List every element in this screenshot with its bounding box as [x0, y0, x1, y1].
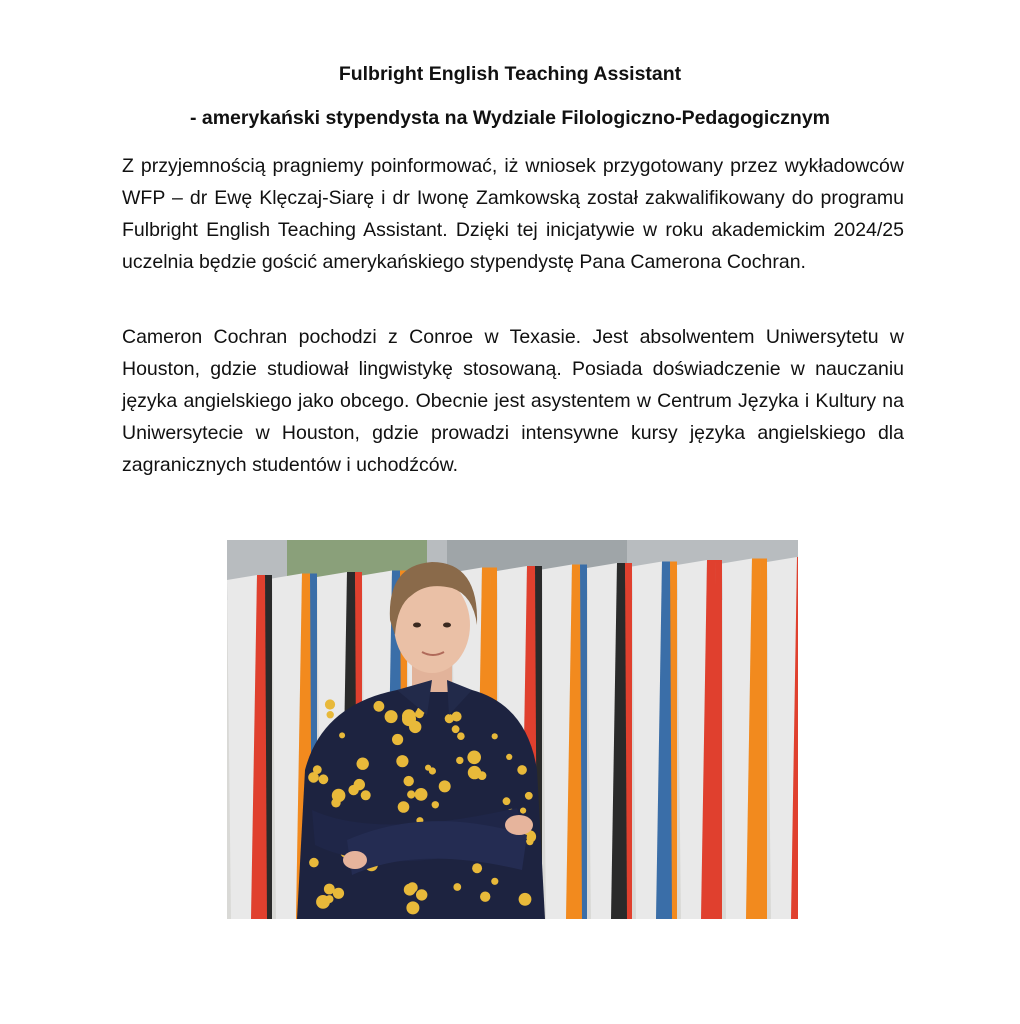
portrait-photo	[227, 540, 798, 919]
paragraph-biography: Cameron Cochran pochodzi z Conroe w Texasie. Jest absolwentem Uniwersytetu w Houston, gdzie studiował lingwistykę stosowaną. Posiada doświadczenie w nauczaniu języka angielskiego jako obcego. Obecnie jest asystentem w Centrum Języka i Kultury na Uniwersytecie w Houston, gdzie prowadzi intensywne kursy języka angielskiego dla zagranicznych studentów i uchodźców.	[122, 326, 904, 476]
document-subtitle: - amerykański stypendysta na Wydziale Filologiczno-Pedagogicznym	[189, 107, 831, 129]
document-title: Fulbright English Teaching Assistant	[338, 63, 682, 85]
paragraph-announcement: Z przyjemnością pragniemy poinformować, iż wniosek przygotowany przez wykładowców WFP – dr Ewę Klęczaj-Siarę i dr Iwonę Zamkowską został zakwalifikowany do programu Fulbright English Teaching Assistant. Dzięki tej inicjatywie w roku akademickim 2024/25 uczelnia będzie gościć amerykańskiego stypendystę Pana Camerona Cochran.	[122, 155, 904, 273]
portrait-photo-illustration	[227, 540, 798, 919]
